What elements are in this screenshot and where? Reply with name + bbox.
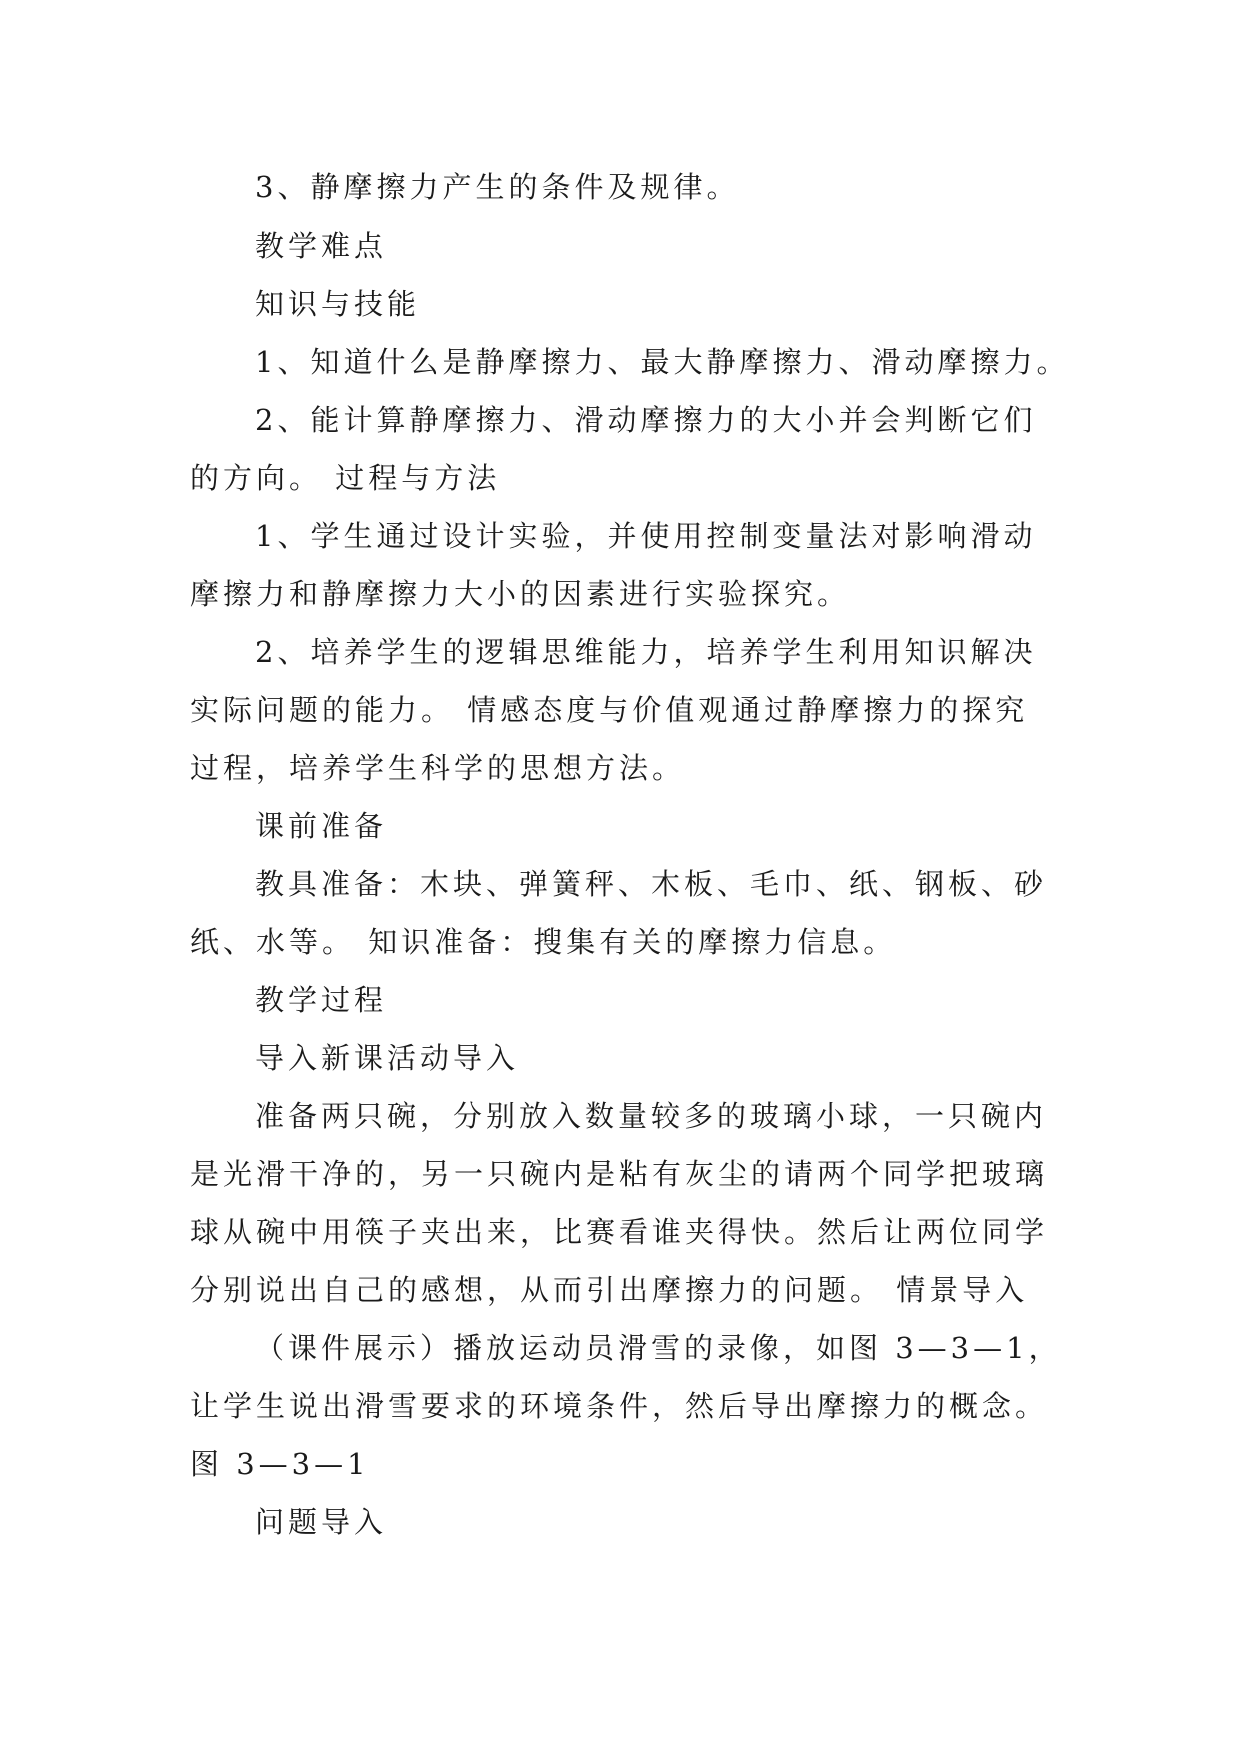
text-line: 球从碗中用筷子夹出来，比赛看谁夹得快。然后让两位同学 [190,1215,1049,1249]
figure-caption: 图 3—3—1 [190,1447,370,1481]
text-line: 2、培养学生的逻辑思维能力，培养学生利用知识解决 [255,635,1037,669]
heading-intro: 导入新课活动导入 [255,1041,520,1075]
text-line: 纸、水等。 知识准备：搜集有关的摩擦力信息。 [190,925,897,959]
text-line: 过程，培养学生科学的思想方法。 [190,751,686,785]
heading-question-intro: 问题导入 [255,1505,388,1539]
text-line: 1、学生通过设计实验，并使用控制变量法对影响滑动 [255,519,1037,553]
text-line: 3、静摩擦力产生的条件及规律。 [255,170,740,204]
text-line: 让学生说出滑雪要求的环境条件，然后导出摩擦力的概念。 [190,1389,1049,1423]
heading-preparation: 课前准备 [255,809,388,843]
text-line: 2、能计算静摩擦力、滑动摩擦力的大小并会判断它们 [255,403,1037,437]
heading-teaching-process: 教学过程 [255,983,388,1017]
text-line: 是光滑干净的，另一只碗内是粘有灰尘的请两个同学把玻璃 [190,1157,1049,1191]
text-line: 1、知道什么是静摩擦力、最大静摩擦力、滑动摩擦力。 [255,345,1070,379]
heading-knowledge-skills: 知识与技能 [255,287,421,321]
text-line: 教具准备：木块、弹簧秤、木板、毛巾、纸、钢板、砂 [255,867,1048,901]
text-line: 摩擦力和静摩擦力大小的因素进行实验探究。 [190,577,851,611]
heading-teaching-difficulties: 教学难点 [255,229,388,263]
text-line: 准备两只碗，分别放入数量较多的玻璃小球，一只碗内 [255,1099,1048,1133]
text-line: 的方向。 过程与方法 [190,461,501,495]
text-line: （课件展示）播放运动员滑雪的录像，如图 3—3—1， [255,1331,1062,1365]
text-line: 分别说出自己的感想，从而引出摩擦力的问题。 情景导入 [190,1273,1029,1307]
text-line: 实际问题的能力。 情感态度与价值观通过静摩擦力的探究 [190,693,1029,727]
